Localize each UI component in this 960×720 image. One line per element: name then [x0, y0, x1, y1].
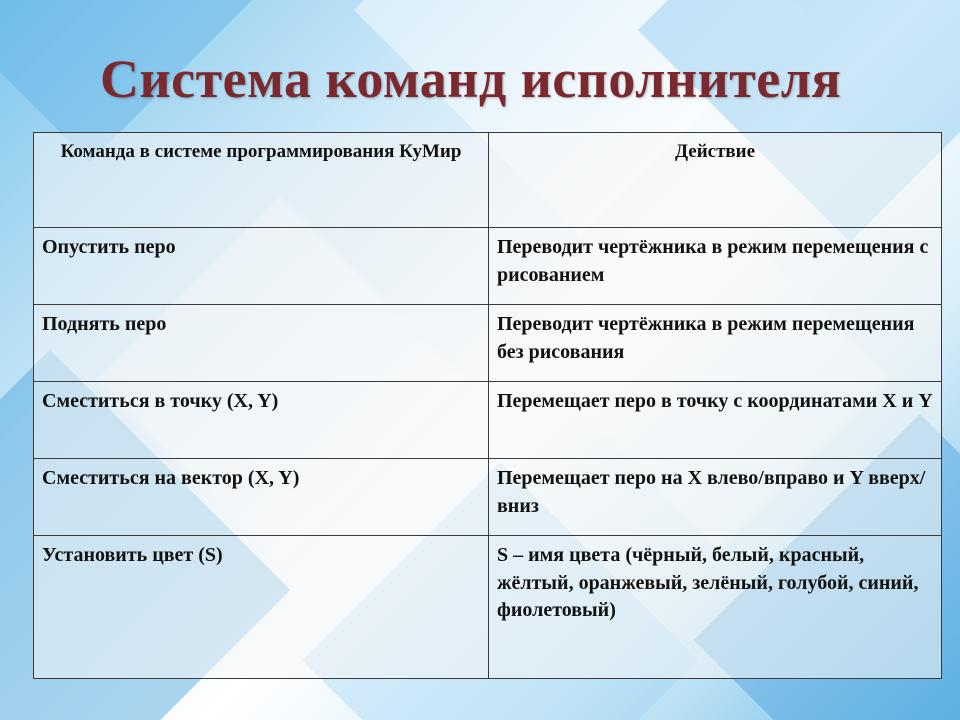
header-action: Действие — [489, 133, 942, 228]
action-cell: S – имя цвета (чёрный, белый, красный, жёлтый, оранжевый, зелёный, голубой, синий, фиолетовый) — [489, 536, 942, 679]
action-cell: Переводит чертёжника в режим перемещения без рисования — [489, 305, 942, 382]
command-cell: Установить цвет (S) — [34, 536, 489, 679]
slide-title: Система команд исполнителя — [100, 49, 842, 109]
command-cell: Опустить перо — [34, 228, 489, 305]
action-cell: Перемещает перо в точку с координатами X и Y — [489, 382, 942, 459]
command-cell: Поднять перо — [34, 305, 489, 382]
command-cell: Сместиться в точку (X, Y) — [34, 382, 489, 459]
table-row — [34, 382, 942, 459]
header-command: Команда в системе программирования КуМир — [34, 133, 489, 228]
command-cell: Сместиться на вектор (X, Y) — [34, 459, 489, 536]
table-row — [34, 305, 942, 382]
action-cell: Перемещает перо на X влево/вправо и Y вверх/вниз — [489, 459, 942, 536]
action-cell: Переводит чертёжника в режим перемещения с рисованием — [489, 228, 942, 305]
table-header-row — [34, 133, 942, 228]
table-row — [34, 536, 942, 679]
table-row — [34, 459, 942, 536]
commands-table — [33, 132, 942, 679]
table-row — [34, 228, 942, 305]
